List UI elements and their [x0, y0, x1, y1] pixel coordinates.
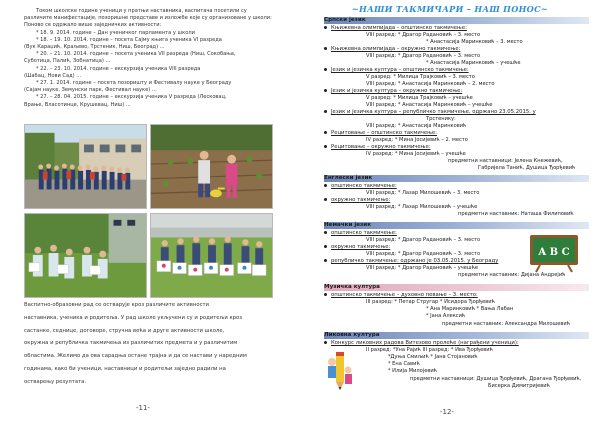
list-item: општинско такмичење – духовно певање – 3. место:	[324, 292, 478, 298]
result-line: VIII разред: * Драгор Радановић – 3. место	[366, 32, 481, 38]
list-item: Рецитовање – окружно такмичење:	[324, 144, 431, 150]
intro-line: Током школске године ученици у пратњи наставника, васпитача посетили су	[36, 8, 247, 14]
outro-line: областима. Желимо да ова сарадња остане трајна и да се настави у наредним	[24, 353, 247, 360]
result-line: VIII разред: * Анастасија Маринковић – учешће	[366, 102, 493, 108]
mentor-line: Бисерка Димитријевић	[488, 383, 550, 389]
list-item: Језик и језичка култура – општинско такмичење:	[324, 67, 469, 73]
outro-line: окружна и републичка такмичења из различитих предмета и у различитим	[24, 340, 238, 347]
section-title-german: Немачки језик	[324, 222, 372, 228]
outro-line: остварењу резултата.	[24, 378, 87, 385]
result-line: *Дуња Смиљић * Јана Стојановић	[388, 354, 478, 360]
outro-line: Васпитно-образовни рад се остварује кроз различите активности	[24, 302, 210, 308]
intro-line: (Сајам науке, Земунски парк, Фестивал науке) ...	[24, 87, 157, 94]
list-item: окружно такмичење:	[324, 244, 390, 250]
result-line: II разред: *Уна Рајић III разред: * Ива Ђорђевић	[366, 347, 493, 353]
result-line: VIII разред: * Анастасија Маринковић – 2. место	[366, 81, 495, 87]
list-item: окружно такмичење:	[324, 197, 390, 203]
result-line: * Илија Милојевић	[388, 368, 437, 374]
bullet-icon	[324, 259, 327, 262]
mentor-line: предметни наставник: Александра Милошевић	[442, 321, 571, 327]
intro-line: (Вук Караџић, Краљево, Трстеник, Ниш, Београд) ...	[24, 44, 165, 51]
intro-line: Суботица, Палић, Зобнатица) ...	[24, 58, 111, 65]
result-line: VIII разред: * Лазар Милошевић – учешће	[366, 204, 478, 210]
result-line: VIII разред: * Драгор Радановић – 3. место	[366, 251, 481, 257]
intro-text	[24, 8, 294, 109]
result-line: VIII разред: * Драгор Радановић – 3. место	[366, 53, 481, 59]
page-header: ~НАШИ ТАКМИЧАРИ – НАШ ПОНОС~	[351, 4, 549, 14]
intro-line: (Шабац, Нови Сад) ...	[24, 72, 82, 79]
chalkboard-text: A B C	[538, 247, 570, 258]
bullet-icon	[324, 110, 327, 113]
bullet-icon	[324, 245, 327, 248]
bullet-icon	[324, 231, 327, 234]
result-line: * Јана Алексић	[426, 313, 466, 319]
result-line: IV разред: * Мина Јосијевић – 2. место	[366, 137, 468, 143]
bullet-icon	[324, 184, 327, 187]
result-line: V разред: * Милица Трајковић – 3. место	[366, 74, 475, 80]
result-line: III разред: * Петар Стругар * Исидора Ђорђевић	[366, 299, 495, 305]
crayon-illustration	[326, 350, 354, 396]
right-page	[300, 0, 600, 423]
result-line: VIII разред: * Драгор Радановић – 3. место	[366, 237, 481, 243]
mentor-line: предметни наставници: Душица Ђорђевић, Драгана Ђорђевић,	[410, 376, 582, 382]
section-title-serbian: Српски језик	[324, 17, 366, 23]
intro-line: Поново се одржало више заједничких активности:	[24, 22, 162, 29]
bullet-icon	[324, 68, 327, 71]
section-title-art: Ликовна култура	[324, 332, 380, 338]
list-item: Књижевна олимпијада – окружно такмичење:	[324, 46, 460, 52]
list-item: Језик и језичка култура – окружно такмичење:	[324, 88, 462, 94]
mentor-line: предметни наставник: Дијана Андрејић	[458, 272, 566, 278]
mentor-line: предметни наставник: Наташа Филиповић	[458, 211, 574, 217]
bullet-icon	[324, 341, 327, 344]
list-item: Књижевна олимпијада – општинско такмичење:	[324, 25, 467, 31]
list-item: Рецитовање – општинско такмичење:	[324, 130, 437, 136]
list-item: Конкурс ликовних радова Витезово пролеће (награђени ученици):	[324, 340, 519, 346]
bullet-icon	[324, 198, 327, 201]
intro-line: Врање, Власотинце, Крушевац, Ниш) ...	[24, 101, 131, 108]
result-line: V разред: * Милица Трајковић – учешће	[366, 95, 473, 101]
intro-line: * 27. 1. 2014. године – посета позоришту и Фестивалу науке у Београду	[36, 80, 232, 87]
result-line: * Ена Савић	[388, 361, 420, 367]
result-line: Трстенику:	[426, 116, 456, 122]
section-title-music: Музичка култура	[324, 284, 380, 290]
photo-students-grass	[24, 213, 147, 298]
result-line: IV разред: * Мина Јосијевић – учешће	[366, 151, 466, 157]
outro-line: годинама, како би ученици, наставници и родитељи заједно радили на	[24, 365, 226, 372]
outro-line: састанке, седнице, договоре, стручна већа и друге активности школе,	[24, 327, 225, 334]
list-item: општинско такмичење:	[324, 183, 397, 189]
bullet-icon	[324, 293, 327, 296]
result-line: * Ана Маринковић * Вања Лабан	[426, 306, 514, 312]
intro-line: * 20. – 21. 10. 2014. године – посета ученика VII разреда (Ниш, Сокобања,	[36, 51, 236, 58]
page-number-left: -11-	[136, 404, 150, 412]
result-line: * Анастасија Маринковић – 3. место	[426, 39, 523, 45]
intro-line: * 18. 9. 2014. године – Дан ученичког парламента у школи	[36, 29, 195, 36]
bullet-icon	[324, 145, 327, 148]
result-line: VIII разред: * Лазар Милошевић – 3. место	[366, 190, 480, 196]
intro-line: * 18. – 19. 10. 2014. године – посета Сајму књига ученика VI разреда	[36, 36, 222, 43]
intro-line: * 22. – 23. 10. 2014. године – екскурзија ученика VIII разреда	[36, 65, 201, 72]
result-line: * Анастасија Маринковић – учешће	[426, 60, 521, 66]
mentor-line: Габријела Танић, Душица Ђорђевић	[478, 165, 576, 171]
bullet-icon	[324, 26, 327, 29]
photo-children-garden	[150, 124, 273, 209]
list-item: републичко такмичење: одржано је 03.05.2015. у Београду	[324, 258, 498, 264]
chalkboard-illustration	[528, 233, 580, 273]
outro-text	[24, 299, 296, 389]
mentor-line: предметни наставници: Јелена Кнежевић,	[448, 158, 563, 164]
bullet-icon	[324, 131, 327, 134]
list-item: Језик и језичка култура – републичко такмичење, одржано 23.05.2015. у	[324, 109, 536, 115]
intro-line: различите манифестације, позоришне представе и изложбе које су организоване у школи:	[24, 15, 272, 22]
list-item: општинско такмичење:	[324, 230, 397, 236]
photo-students-drawings	[150, 213, 273, 298]
photo-students-lineup	[24, 124, 147, 209]
bullet-icon	[324, 89, 327, 92]
result-line: VIII разред: * Драгор Радановић – учешће	[366, 265, 479, 271]
outro-line: наставника, ученика и родитеља. У рад школе укључени су и родитељи кроз	[24, 314, 243, 321]
result-line: VIII разред: * Анастасија Маринковић	[366, 123, 467, 129]
page-number-right: -12-	[440, 408, 454, 416]
section-title-english: Енглески језик	[324, 175, 373, 181]
intro-line: * 27. – 28. 04. 2015. године – екскурзија ученика V разреда (Лесковац,	[36, 94, 227, 101]
bullet-icon	[324, 47, 327, 50]
